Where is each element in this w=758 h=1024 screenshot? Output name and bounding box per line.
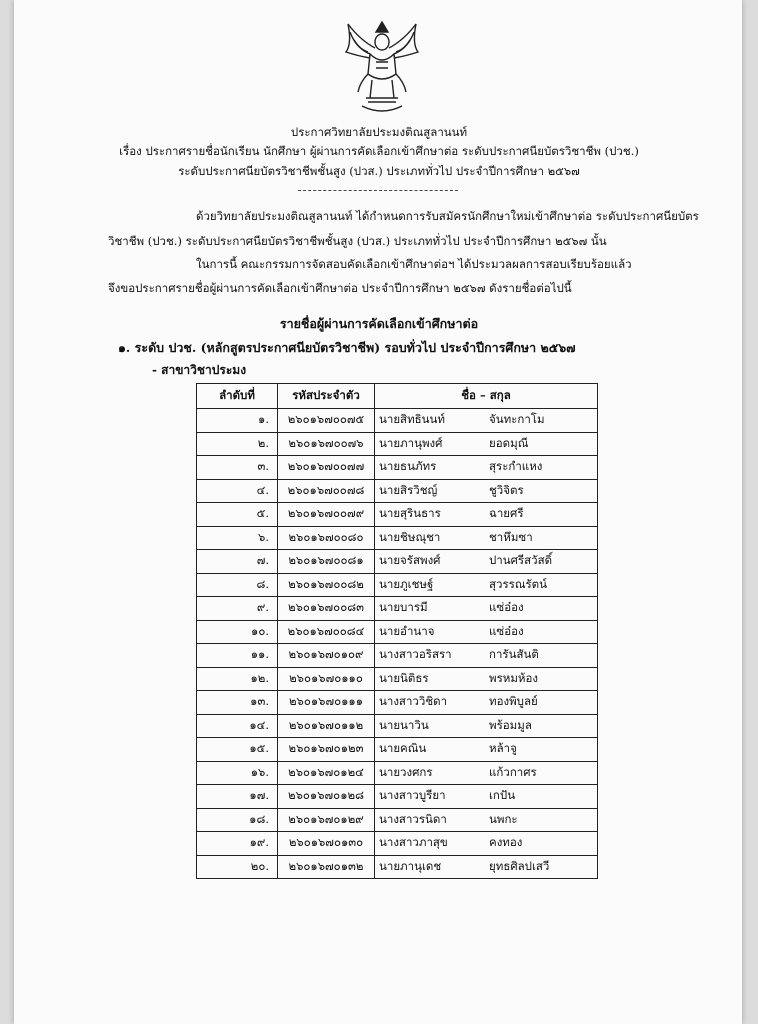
results-table — [196, 383, 598, 879]
row-surname: ยุทธศิลปเสวี — [489, 858, 550, 873]
row-order: ๒. — [197, 432, 278, 456]
row-order: ๑๖. — [197, 761, 278, 785]
row-first-name: นายธนภัทร — [379, 459, 437, 474]
row-surname: สุวรรณรัตน์ — [489, 576, 548, 591]
row-order: ๑๒. — [197, 667, 278, 691]
row-order: ๑๓. — [197, 691, 278, 715]
row-order: ๑๙. — [197, 832, 278, 856]
row-first-name: นางสาวภาสุข — [379, 835, 448, 850]
paragraph-2-line-1: ในการนี้ คณะกรรมการจัดสอบคัดเลือกเข้าศึกษาต่อฯ ได้ประมวลผลการสอบเรียบร้อยแล้ว — [196, 257, 632, 271]
row-first-name: นายชิษณุชา — [379, 529, 441, 544]
subsection-heading: - สาขาวิชาประมง — [152, 363, 247, 377]
row-surname: การันสันติ — [489, 647, 539, 662]
row-surname: พร้อมมูล — [489, 717, 532, 732]
row-order: ๕. — [197, 503, 278, 527]
table-row — [197, 573, 598, 597]
row-student-id: ๒๖๐๑๖๗๐๐๗๖ — [278, 432, 375, 456]
row-order: ๑. — [197, 409, 278, 433]
table-row — [197, 738, 598, 762]
table-row — [197, 785, 598, 809]
row-order: ๖. — [197, 526, 278, 550]
row-first-name: นายภูเชษฐ์ — [379, 576, 434, 591]
table-row — [197, 620, 598, 644]
row-student-id: ๒๖๐๑๖๗๐๑๑๑ — [278, 691, 375, 715]
row-first-name: นายจรัสพงศ์ — [379, 553, 441, 568]
row-surname: จันทะกาโม — [489, 412, 545, 427]
table-row — [197, 550, 598, 574]
row-full-name — [375, 573, 598, 597]
row-full-name — [375, 479, 598, 503]
row-surname: ชาหึมซา — [489, 529, 533, 544]
row-order: ๑๘. — [197, 808, 278, 832]
table-row — [197, 667, 598, 691]
row-surname: ยอดมุณี — [489, 435, 529, 450]
table-row — [197, 808, 598, 832]
list-title: รายชื่อผู้ผ่านการคัดเลือกเข้าศึกษาต่อ — [279, 316, 479, 331]
row-full-name — [375, 620, 598, 644]
table-row — [197, 691, 598, 715]
subject-line-2: ระดับประกาศนียบัตรวิชาชีพชั้นสูง (ปวส.) ประเภททั่วไป ประจำปีการศึกษา ๒๕๖๗ — [178, 164, 580, 178]
row-surname: ทองพิบูลย์ — [489, 694, 538, 709]
row-order: ๗. — [197, 550, 278, 574]
row-first-name: นางสาวบูรียา — [379, 788, 446, 803]
row-order: ๑๗. — [197, 785, 278, 809]
table-row — [197, 526, 598, 550]
row-full-name — [375, 409, 598, 433]
row-student-id: ๒๖๐๑๖๗๐๑๓๒ — [278, 855, 375, 879]
paragraph-2-line-2: จึงขอประกาศรายชื่อผู้ผ่านการคัดเลือกเข้าศึกษาต่อ ประจำปีการศึกษา ๒๕๖๗ ดังรายชื่อต่อไปนี้ — [108, 281, 572, 295]
row-first-name: นายสิทธินนท์ — [379, 412, 445, 427]
row-student-id: ๒๖๐๑๖๗๐๑๑๐ — [278, 667, 375, 691]
row-first-name: นายสุรินธาร — [379, 506, 441, 521]
row-student-id: ๒๖๐๑๖๗๐๐๗๙ — [278, 503, 375, 527]
row-surname: แซ่อ๋อง — [489, 600, 524, 615]
table-row — [197, 597, 598, 621]
row-first-name: นางสาวรนิดา — [379, 811, 447, 826]
row-student-id: ๒๖๐๑๖๗๐๐๘๔ — [278, 620, 375, 644]
table-row — [197, 456, 598, 480]
header-name: ชื่อ – สกุล — [375, 384, 598, 409]
row-student-id: ๒๖๐๑๖๗๐๑๒๓ — [278, 738, 375, 762]
row-student-id: ๒๖๐๑๖๗๐๑๒๘ — [278, 785, 375, 809]
row-first-name: นายอำนาจ — [379, 623, 435, 638]
row-order: ๑๕. — [197, 738, 278, 762]
row-first-name: นายภานุเดช — [379, 858, 442, 873]
row-student-id: ๒๖๐๑๖๗๐๐๘๒ — [278, 573, 375, 597]
table-header-row — [197, 384, 598, 409]
row-full-name — [375, 644, 598, 668]
row-first-name: นายนาวิน — [379, 717, 429, 732]
row-full-name — [375, 503, 598, 527]
row-student-id: ๒๖๐๑๖๗๐๐๘๑ — [278, 550, 375, 574]
row-full-name — [375, 432, 598, 456]
paragraph-1-line-1: ด้วยวิทยาลัยประมงติณสูลานนท์ ได้กำหนดการรับสมัครนักศึกษาใหม่เข้าศึกษาต่อ ระดับประกาศนียบัตร — [196, 209, 699, 223]
row-first-name: นางสาวอริสรา — [379, 647, 452, 662]
row-surname: สุระกำแหง — [489, 459, 543, 474]
row-student-id: ๒๖๐๑๖๗๐๐๗๗ — [278, 456, 375, 480]
row-first-name: นายสิรวิชญ์ — [379, 482, 438, 497]
row-surname: ฉายศรี — [489, 506, 524, 521]
row-student-id: ๒๖๐๑๖๗๐๑๑๒ — [278, 714, 375, 738]
header-order: ลำดับที่ — [197, 384, 278, 409]
row-order: ๘. — [197, 573, 278, 597]
row-full-name — [375, 808, 598, 832]
table-row — [197, 714, 598, 738]
table-row — [197, 479, 598, 503]
table-row — [197, 832, 598, 856]
row-full-name — [375, 597, 598, 621]
row-order: ๑๑. — [197, 644, 278, 668]
row-surname: ชูวิจิตร — [489, 482, 524, 497]
row-order: ๑๔. — [197, 714, 278, 738]
row-order: ๔. — [197, 479, 278, 503]
row-full-name — [375, 550, 598, 574]
table-row — [197, 432, 598, 456]
row-full-name — [375, 855, 598, 879]
row-full-name — [375, 667, 598, 691]
paragraph-1-line-2: วิชาชีพ (ปวช.) ระดับประกาศนียบัตรวิชาชีพชั้นสูง (ปวส.) ประเภททั่วไป ประจำปีการศึกษา ๒๕๖๗ นั้น — [108, 234, 607, 248]
row-first-name: นายนิติธร — [379, 670, 429, 685]
header-id: รหัสประจำตัว — [278, 384, 375, 409]
row-first-name: นายบารมี — [379, 600, 428, 615]
separator-line — [298, 190, 458, 191]
row-surname: แก้วกาศร — [489, 764, 537, 779]
table-row — [197, 855, 598, 879]
row-student-id: ๒๖๐๑๖๗๐๐๘๐ — [278, 526, 375, 550]
row-full-name — [375, 832, 598, 856]
table-row — [197, 761, 598, 785]
row-student-id: ๒๖๐๑๖๗๐๑๒๙ — [278, 808, 375, 832]
row-surname: แซ่อ๋อง — [489, 623, 524, 638]
table-row — [197, 644, 598, 668]
row-full-name — [375, 738, 598, 762]
row-order: ๙. — [197, 597, 278, 621]
row-order: ๑๐. — [197, 620, 278, 644]
issuer-title: ประกาศวิทยาลัยประมงติณสูลานนท์ — [290, 125, 468, 139]
row-first-name: นายภานุพงศ์ — [379, 435, 443, 450]
row-full-name — [375, 456, 598, 480]
table-row — [197, 503, 598, 527]
table-row — [197, 409, 598, 433]
row-student-id: ๒๖๐๑๖๗๐๐๗๕ — [278, 409, 375, 433]
row-student-id: ๒๖๐๑๖๗๐๐๘๓ — [278, 597, 375, 621]
row-full-name — [375, 714, 598, 738]
row-full-name — [375, 761, 598, 785]
row-order: ๒๐. — [197, 855, 278, 879]
row-surname: เกปัน — [489, 788, 516, 803]
row-surname: นพกะ — [489, 811, 518, 826]
row-student-id: ๒๖๐๑๖๗๐๑๓๐ — [278, 832, 375, 856]
subject-line-1: เรื่อง ประกาศรายชื่อนักเรียน นักศึกษา ผู้ผ่านการคัดเลือกเข้าศึกษาต่อ ระดับประกาศนียบัตรวิชาชีพ (ปวช.) — [119, 144, 639, 158]
table-body — [197, 409, 598, 879]
row-surname: ปานศรีสวัสดิ์ — [489, 553, 553, 568]
row-first-name: นายวงศกร — [379, 764, 433, 779]
row-full-name — [375, 526, 598, 550]
row-full-name — [375, 785, 598, 809]
row-surname: คงทอง — [489, 835, 523, 850]
row-full-name — [375, 691, 598, 715]
section-heading: ๑. ระดับ ปวช. (หลักสูตรประกาศนียบัตรวิชาชีพ) รอบทั่วไป ประจำปีการศึกษา ๒๕๖๗ — [118, 340, 576, 355]
garuda-emblem — [340, 18, 424, 118]
row-student-id: ๒๖๐๑๖๗๐๑๐๙ — [278, 644, 375, 668]
row-first-name: นายคณิน — [379, 741, 427, 756]
row-student-id: ๒๖๐๑๖๗๐๑๒๔ — [278, 761, 375, 785]
row-surname: พรหมห้อง — [489, 670, 539, 685]
row-order: ๓. — [197, 456, 278, 480]
row-surname: หล้าจู — [489, 741, 517, 756]
row-first-name: นางสาววิชิดา — [379, 694, 448, 709]
row-student-id: ๒๖๐๑๖๗๐๐๗๘ — [278, 479, 375, 503]
